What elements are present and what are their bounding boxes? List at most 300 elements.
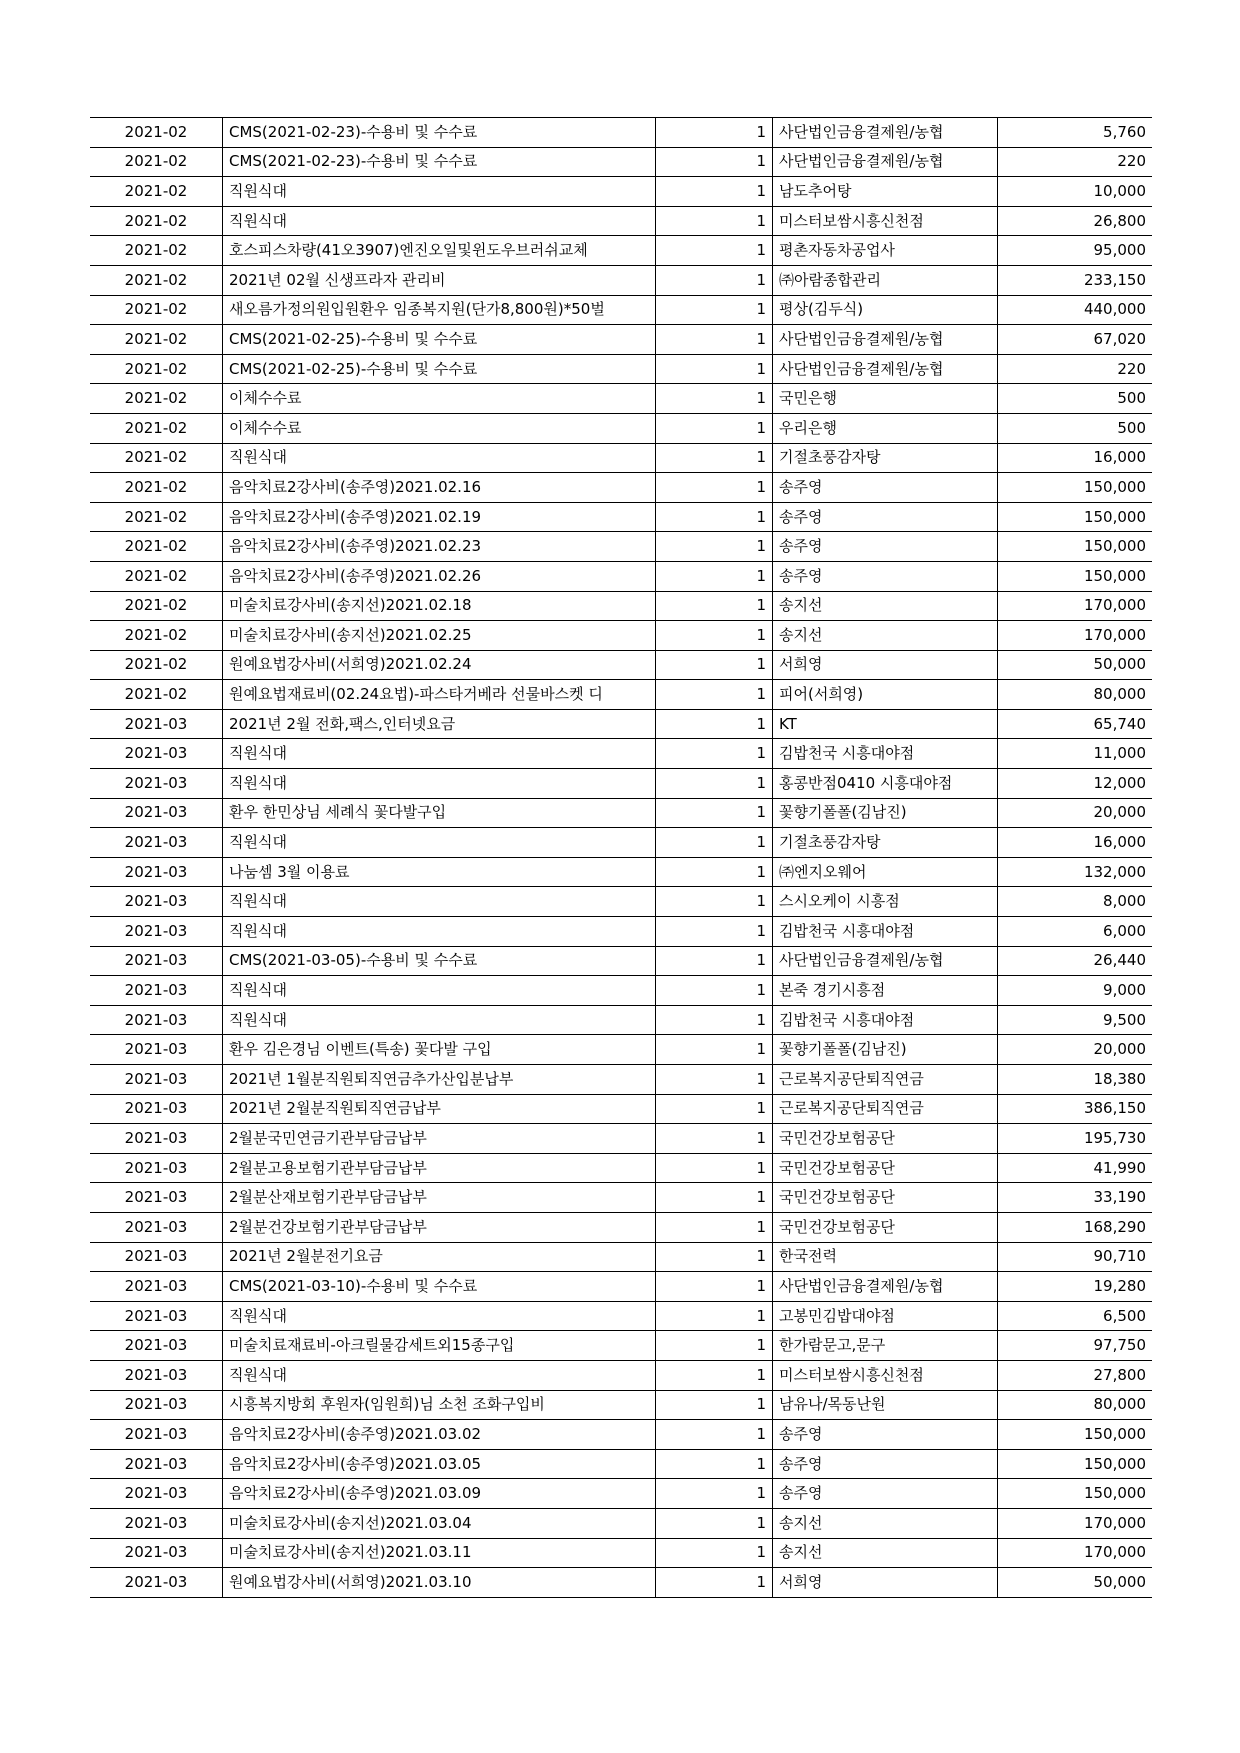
description-cell: 직원식대 xyxy=(223,887,656,917)
amount-cell: 16,000 xyxy=(998,828,1153,858)
table-row xyxy=(90,473,1152,503)
quantity-cell: 1 xyxy=(656,206,773,236)
vendor-cell: 기절초풍감자탕 xyxy=(773,828,998,858)
quantity-cell: 1 xyxy=(656,413,773,443)
quantity-cell: 1 xyxy=(656,1242,773,1272)
description-cell: CMS(2021-02-23)-수용비 및 수수료 xyxy=(223,147,656,177)
month-cell: 2021-02 xyxy=(90,384,223,414)
quantity-cell: 1 xyxy=(656,1420,773,1450)
vendor-cell: 사단법인금융결제원/농협 xyxy=(773,354,998,384)
description-cell: 직원식대 xyxy=(223,206,656,236)
vendor-cell: 사단법인금융결제원/농협 xyxy=(773,118,998,148)
vendor-cell: 송주영 xyxy=(773,561,998,591)
quantity-cell: 1 xyxy=(656,828,773,858)
vendor-cell: 근로복지공단퇴직연금 xyxy=(773,1065,998,1095)
amount-cell: 150,000 xyxy=(998,532,1153,562)
table-row xyxy=(90,1005,1152,1035)
quantity-cell: 1 xyxy=(656,1124,773,1154)
description-cell: 직원식대 xyxy=(223,1005,656,1035)
month-cell: 2021-03 xyxy=(90,1449,223,1479)
amount-cell: 50,000 xyxy=(998,1568,1153,1598)
month-cell: 2021-02 xyxy=(90,502,223,532)
quantity-cell: 1 xyxy=(656,1538,773,1568)
vendor-cell: 남유나/목동난원 xyxy=(773,1390,998,1420)
amount-cell: 500 xyxy=(998,413,1153,443)
quantity-cell: 1 xyxy=(656,1449,773,1479)
month-cell: 2021-03 xyxy=(90,709,223,739)
month-cell: 2021-02 xyxy=(90,295,223,325)
month-cell: 2021-02 xyxy=(90,680,223,710)
amount-cell: 20,000 xyxy=(998,798,1153,828)
vendor-cell: 근로복지공단퇴직연금 xyxy=(773,1094,998,1124)
quantity-cell: 1 xyxy=(656,680,773,710)
month-cell: 2021-02 xyxy=(90,177,223,207)
description-cell: 미술치료강사비(송지선)2021.02.25 xyxy=(223,621,656,651)
description-cell: 2021년 1월분직원퇴직연금추가산입분납부 xyxy=(223,1065,656,1095)
amount-cell: 168,290 xyxy=(998,1212,1153,1242)
quantity-cell: 1 xyxy=(656,236,773,266)
month-cell: 2021-03 xyxy=(90,1331,223,1361)
month-cell: 2021-03 xyxy=(90,1212,223,1242)
description-cell: 원예요법강사비(서희영)2021.03.10 xyxy=(223,1568,656,1598)
month-cell: 2021-02 xyxy=(90,621,223,651)
month-cell: 2021-02 xyxy=(90,650,223,680)
description-cell: CMS(2021-03-10)-수용비 및 수수료 xyxy=(223,1272,656,1302)
table-row xyxy=(90,1153,1152,1183)
vendor-cell: 김밥천국 시흥대야점 xyxy=(773,917,998,947)
amount-cell: 220 xyxy=(998,147,1153,177)
amount-cell: 170,000 xyxy=(998,1538,1153,1568)
month-cell: 2021-03 xyxy=(90,1272,223,1302)
vendor-cell: 송주영 xyxy=(773,502,998,532)
vendor-cell: 송지선 xyxy=(773,1508,998,1538)
quantity-cell: 1 xyxy=(656,265,773,295)
amount-cell: 11,000 xyxy=(998,739,1153,769)
quantity-cell: 1 xyxy=(656,1094,773,1124)
description-cell: 음악치료2강사비(송주영)2021.03.02 xyxy=(223,1420,656,1450)
quantity-cell: 1 xyxy=(656,798,773,828)
amount-cell: 500 xyxy=(998,384,1153,414)
month-cell: 2021-02 xyxy=(90,147,223,177)
amount-cell: 170,000 xyxy=(998,591,1153,621)
month-cell: 2021-03 xyxy=(90,1005,223,1035)
table-row xyxy=(90,1568,1152,1598)
month-cell: 2021-03 xyxy=(90,1242,223,1272)
amount-cell: 80,000 xyxy=(998,1390,1153,1420)
description-cell: 2021년 2월분전기요금 xyxy=(223,1242,656,1272)
quantity-cell: 1 xyxy=(656,1331,773,1361)
vendor-cell: 송주영 xyxy=(773,1420,998,1450)
month-cell: 2021-03 xyxy=(90,946,223,976)
amount-cell: 80,000 xyxy=(998,680,1153,710)
description-cell: 미술치료강사비(송지선)2021.03.04 xyxy=(223,1508,656,1538)
amount-cell: 26,440 xyxy=(998,946,1153,976)
amount-cell: 26,800 xyxy=(998,206,1153,236)
description-cell: 새오름가정의원입원환우 임종복지원(단가8,800원)*50벌 xyxy=(223,295,656,325)
month-cell: 2021-02 xyxy=(90,591,223,621)
quantity-cell: 1 xyxy=(656,325,773,355)
amount-cell: 150,000 xyxy=(998,1449,1153,1479)
description-cell: 직원식대 xyxy=(223,769,656,799)
quantity-cell: 1 xyxy=(656,1390,773,1420)
vendor-cell: 고봉민김밥대야점 xyxy=(773,1301,998,1331)
vendor-cell: 한국전력 xyxy=(773,1242,998,1272)
description-cell: 2월분국민연금기관부담금납부 xyxy=(223,1124,656,1154)
month-cell: 2021-03 xyxy=(90,739,223,769)
table-row xyxy=(90,1301,1152,1331)
table-row xyxy=(90,1449,1152,1479)
description-cell: 직원식대 xyxy=(223,976,656,1006)
month-cell: 2021-03 xyxy=(90,1094,223,1124)
table-row xyxy=(90,265,1152,295)
description-cell: 이체수수료 xyxy=(223,384,656,414)
month-cell: 2021-02 xyxy=(90,473,223,503)
table-row xyxy=(90,206,1152,236)
month-cell: 2021-03 xyxy=(90,917,223,947)
table-row xyxy=(90,1035,1152,1065)
quantity-cell: 1 xyxy=(656,621,773,651)
description-cell: 직원식대 xyxy=(223,739,656,769)
amount-cell: 95,000 xyxy=(998,236,1153,266)
quantity-cell: 1 xyxy=(656,1508,773,1538)
description-cell: 미술치료강사비(송지선)2021.02.18 xyxy=(223,591,656,621)
vendor-cell: 사단법인금융결제원/농협 xyxy=(773,325,998,355)
month-cell: 2021-03 xyxy=(90,1360,223,1390)
quantity-cell: 1 xyxy=(656,147,773,177)
quantity-cell: 1 xyxy=(656,976,773,1006)
vendor-cell: 평촌자동차공업사 xyxy=(773,236,998,266)
vendor-cell: 송주영 xyxy=(773,473,998,503)
amount-cell: 33,190 xyxy=(998,1183,1153,1213)
description-cell: 직원식대 xyxy=(223,443,656,473)
month-cell: 2021-03 xyxy=(90,1065,223,1095)
vendor-cell: 본죽 경기시흥점 xyxy=(773,976,998,1006)
month-cell: 2021-02 xyxy=(90,443,223,473)
vendor-cell: 사단법인금융결제원/농협 xyxy=(773,946,998,976)
amount-cell: 150,000 xyxy=(998,502,1153,532)
description-cell: 직원식대 xyxy=(223,828,656,858)
table-row xyxy=(90,1331,1152,1361)
table-row xyxy=(90,118,1152,148)
vendor-cell: 홍콩반점0410 시흥대야점 xyxy=(773,769,998,799)
month-cell: 2021-02 xyxy=(90,532,223,562)
table-row xyxy=(90,917,1152,947)
description-cell: CMS(2021-02-25)-수용비 및 수수료 xyxy=(223,354,656,384)
table-row xyxy=(90,502,1152,532)
month-cell: 2021-03 xyxy=(90,798,223,828)
amount-cell: 233,150 xyxy=(998,265,1153,295)
description-cell: 직원식대 xyxy=(223,1360,656,1390)
quantity-cell: 1 xyxy=(656,1153,773,1183)
ledger-body xyxy=(90,118,1152,1598)
table-row xyxy=(90,147,1152,177)
table-row xyxy=(90,857,1152,887)
table-row xyxy=(90,1124,1152,1154)
description-cell: 원예요법강사비(서희영)2021.02.24 xyxy=(223,650,656,680)
month-cell: 2021-02 xyxy=(90,206,223,236)
description-cell: 음악치료2강사비(송주영)2021.02.16 xyxy=(223,473,656,503)
month-cell: 2021-02 xyxy=(90,265,223,295)
table-row xyxy=(90,1360,1152,1390)
amount-cell: 150,000 xyxy=(998,1420,1153,1450)
description-cell: 2021년 2월분직원퇴직연금납부 xyxy=(223,1094,656,1124)
description-cell: CMS(2021-02-23)-수용비 및 수수료 xyxy=(223,118,656,148)
description-cell: 2월분건강보험기관부담금납부 xyxy=(223,1212,656,1242)
vendor-cell: 사단법인금융결제원/농협 xyxy=(773,1272,998,1302)
table-row xyxy=(90,1212,1152,1242)
vendor-cell: 국민은행 xyxy=(773,384,998,414)
table-row xyxy=(90,561,1152,591)
table-row xyxy=(90,177,1152,207)
table-row xyxy=(90,946,1152,976)
quantity-cell: 1 xyxy=(656,1212,773,1242)
description-cell: 원예요법재료비(02.24요법)-파스타거베라 선물바스켓 디 xyxy=(223,680,656,710)
description-cell: 직원식대 xyxy=(223,177,656,207)
amount-cell: 150,000 xyxy=(998,473,1153,503)
amount-cell: 9,500 xyxy=(998,1005,1153,1035)
month-cell: 2021-03 xyxy=(90,1035,223,1065)
quantity-cell: 1 xyxy=(656,1360,773,1390)
month-cell: 2021-02 xyxy=(90,413,223,443)
description-cell: CMS(2021-02-25)-수용비 및 수수료 xyxy=(223,325,656,355)
vendor-cell: 미스터보쌈시흥신천점 xyxy=(773,1360,998,1390)
month-cell: 2021-03 xyxy=(90,1508,223,1538)
vendor-cell: 미스터보쌈시흥신천점 xyxy=(773,206,998,236)
vendor-cell: 한가람문고,문구 xyxy=(773,1331,998,1361)
vendor-cell: 송주영 xyxy=(773,1479,998,1509)
vendor-cell: 서희영 xyxy=(773,650,998,680)
month-cell: 2021-03 xyxy=(90,769,223,799)
vendor-cell: 송지선 xyxy=(773,591,998,621)
table-row xyxy=(90,1094,1152,1124)
amount-cell: 50,000 xyxy=(998,650,1153,680)
table-row xyxy=(90,1390,1152,1420)
amount-cell: 19,280 xyxy=(998,1272,1153,1302)
month-cell: 2021-03 xyxy=(90,1420,223,1450)
table-row xyxy=(90,325,1152,355)
month-cell: 2021-03 xyxy=(90,828,223,858)
amount-cell: 9,000 xyxy=(998,976,1153,1006)
table-row xyxy=(90,384,1152,414)
table-row xyxy=(90,1183,1152,1213)
vendor-cell: 서희영 xyxy=(773,1568,998,1598)
description-cell: 음악치료2강사비(송주영)2021.02.23 xyxy=(223,532,656,562)
month-cell: 2021-03 xyxy=(90,887,223,917)
amount-cell: 65,740 xyxy=(998,709,1153,739)
table-row xyxy=(90,1272,1152,1302)
vendor-cell: 송주영 xyxy=(773,1449,998,1479)
vendor-cell: 우리은행 xyxy=(773,413,998,443)
quantity-cell: 1 xyxy=(656,1183,773,1213)
description-cell: 직원식대 xyxy=(223,917,656,947)
vendor-cell: 김밥천국 시흥대야점 xyxy=(773,739,998,769)
amount-cell: 386,150 xyxy=(998,1094,1153,1124)
month-cell: 2021-03 xyxy=(90,1153,223,1183)
amount-cell: 67,020 xyxy=(998,325,1153,355)
amount-cell: 195,730 xyxy=(998,1124,1153,1154)
description-cell: 이체수수료 xyxy=(223,413,656,443)
month-cell: 2021-02 xyxy=(90,325,223,355)
amount-cell: 8,000 xyxy=(998,887,1153,917)
amount-cell: 12,000 xyxy=(998,769,1153,799)
month-cell: 2021-03 xyxy=(90,1568,223,1598)
vendor-cell: 송지선 xyxy=(773,1538,998,1568)
quantity-cell: 1 xyxy=(656,177,773,207)
table-row xyxy=(90,709,1152,739)
table-row xyxy=(90,295,1152,325)
vendor-cell: 송지선 xyxy=(773,621,998,651)
amount-cell: 41,990 xyxy=(998,1153,1153,1183)
amount-cell: 170,000 xyxy=(998,1508,1153,1538)
quantity-cell: 1 xyxy=(656,709,773,739)
amount-cell: 440,000 xyxy=(998,295,1153,325)
quantity-cell: 1 xyxy=(656,1568,773,1598)
quantity-cell: 1 xyxy=(656,1005,773,1035)
description-cell: 2021년 2월 전화,팩스,인터넷요금 xyxy=(223,709,656,739)
month-cell: 2021-03 xyxy=(90,1124,223,1154)
amount-cell: 20,000 xyxy=(998,1035,1153,1065)
quantity-cell: 1 xyxy=(656,769,773,799)
amount-cell: 5,760 xyxy=(998,118,1153,148)
description-cell: 시흥복지방회 후원자(임원희)님 소천 조화구입비 xyxy=(223,1390,656,1420)
table-row xyxy=(90,443,1152,473)
table-row xyxy=(90,1242,1152,1272)
table-row xyxy=(90,650,1152,680)
description-cell: 음악치료2강사비(송주영)2021.02.19 xyxy=(223,502,656,532)
vendor-cell: 국민건강보험공단 xyxy=(773,1183,998,1213)
quantity-cell: 1 xyxy=(656,1065,773,1095)
month-cell: 2021-03 xyxy=(90,1301,223,1331)
quantity-cell: 1 xyxy=(656,591,773,621)
quantity-cell: 1 xyxy=(656,650,773,680)
table-row xyxy=(90,769,1152,799)
month-cell: 2021-03 xyxy=(90,976,223,1006)
quantity-cell: 1 xyxy=(656,295,773,325)
expense-ledger-table xyxy=(90,117,1152,1598)
vendor-cell: 사단법인금융결제원/농협 xyxy=(773,147,998,177)
quantity-cell: 1 xyxy=(656,354,773,384)
description-cell: 2월분산재보험기관부담금납부 xyxy=(223,1183,656,1213)
description-cell: 호스피스차량(41오3907)엔진오일및윈도우브러쉬교체 xyxy=(223,236,656,266)
table-row xyxy=(90,354,1152,384)
table-row xyxy=(90,976,1152,1006)
month-cell: 2021-03 xyxy=(90,1183,223,1213)
description-cell: 직원식대 xyxy=(223,1301,656,1331)
quantity-cell: 1 xyxy=(656,1301,773,1331)
table-row xyxy=(90,1508,1152,1538)
quantity-cell: 1 xyxy=(656,1479,773,1509)
amount-cell: 97,750 xyxy=(998,1331,1153,1361)
table-row xyxy=(90,739,1152,769)
vendor-cell: 피어(서희영) xyxy=(773,680,998,710)
amount-cell: 170,000 xyxy=(998,621,1153,651)
amount-cell: 90,710 xyxy=(998,1242,1153,1272)
description-cell: 나눔셈 3월 이용료 xyxy=(223,857,656,887)
quantity-cell: 1 xyxy=(656,946,773,976)
table-row xyxy=(90,680,1152,710)
quantity-cell: 1 xyxy=(656,502,773,532)
table-row xyxy=(90,1065,1152,1095)
month-cell: 2021-03 xyxy=(90,857,223,887)
vendor-cell: 남도추어탕 xyxy=(773,177,998,207)
amount-cell: 150,000 xyxy=(998,1479,1153,1509)
month-cell: 2021-02 xyxy=(90,561,223,591)
table-row xyxy=(90,1538,1152,1568)
vendor-cell: ㈜엔지오웨어 xyxy=(773,857,998,887)
quantity-cell: 1 xyxy=(656,1272,773,1302)
description-cell: CMS(2021-03-05)-수용비 및 수수료 xyxy=(223,946,656,976)
quantity-cell: 1 xyxy=(656,739,773,769)
description-cell: 미술치료강사비(송지선)2021.03.11 xyxy=(223,1538,656,1568)
description-cell: 미술치료재료비-아크릴물감세트외15종구입 xyxy=(223,1331,656,1361)
quantity-cell: 1 xyxy=(656,532,773,562)
description-cell: 음악치료2강사비(송주영)2021.03.05 xyxy=(223,1449,656,1479)
quantity-cell: 1 xyxy=(656,473,773,503)
quantity-cell: 1 xyxy=(656,443,773,473)
description-cell: 환우 한민상님 세례식 꽃다발구입 xyxy=(223,798,656,828)
quantity-cell: 1 xyxy=(656,384,773,414)
description-cell: 환우 김은경님 이벤트(특송) 꽃다발 구입 xyxy=(223,1035,656,1065)
table-row xyxy=(90,236,1152,266)
quantity-cell: 1 xyxy=(656,1035,773,1065)
description-cell: 음악치료2강사비(송주영)2021.02.26 xyxy=(223,561,656,591)
month-cell: 2021-02 xyxy=(90,354,223,384)
description-cell: 2021년 02월 신생프라자 관리비 xyxy=(223,265,656,295)
table-row xyxy=(90,591,1152,621)
vendor-cell: 꽃향기폴폴(김남진) xyxy=(773,1035,998,1065)
vendor-cell: KT xyxy=(773,709,998,739)
table-row xyxy=(90,798,1152,828)
vendor-cell: 국민건강보험공단 xyxy=(773,1124,998,1154)
description-cell: 음악치료2강사비(송주영)2021.03.09 xyxy=(223,1479,656,1509)
table-row xyxy=(90,413,1152,443)
vendor-cell: 기절초풍감자탕 xyxy=(773,443,998,473)
month-cell: 2021-03 xyxy=(90,1479,223,1509)
vendor-cell: 국민건강보험공단 xyxy=(773,1212,998,1242)
quantity-cell: 1 xyxy=(656,857,773,887)
vendor-cell: 국민건강보험공단 xyxy=(773,1153,998,1183)
vendor-cell: 스시오케이 시흥점 xyxy=(773,887,998,917)
quantity-cell: 1 xyxy=(656,917,773,947)
month-cell: 2021-02 xyxy=(90,236,223,266)
vendor-cell: 평상(김두식) xyxy=(773,295,998,325)
amount-cell: 10,000 xyxy=(998,177,1153,207)
amount-cell: 6,000 xyxy=(998,917,1153,947)
table-row xyxy=(90,532,1152,562)
month-cell: 2021-02 xyxy=(90,118,223,148)
amount-cell: 150,000 xyxy=(998,561,1153,591)
month-cell: 2021-03 xyxy=(90,1390,223,1420)
quantity-cell: 1 xyxy=(656,887,773,917)
vendor-cell: 꽃향기폴폴(김남진) xyxy=(773,798,998,828)
quantity-cell: 1 xyxy=(656,118,773,148)
vendor-cell: 송주영 xyxy=(773,532,998,562)
description-cell: 2월분고용보험기관부담금납부 xyxy=(223,1153,656,1183)
table-row xyxy=(90,1420,1152,1450)
month-cell: 2021-03 xyxy=(90,1538,223,1568)
table-row xyxy=(90,828,1152,858)
amount-cell: 16,000 xyxy=(998,443,1153,473)
vendor-cell: 김밥천국 시흥대야점 xyxy=(773,1005,998,1035)
table-row xyxy=(90,1479,1152,1509)
amount-cell: 132,000 xyxy=(998,857,1153,887)
quantity-cell: 1 xyxy=(656,561,773,591)
vendor-cell: ㈜아람종합관리 xyxy=(773,265,998,295)
table-row xyxy=(90,887,1152,917)
table-row xyxy=(90,621,1152,651)
amount-cell: 6,500 xyxy=(998,1301,1153,1331)
amount-cell: 27,800 xyxy=(998,1360,1153,1390)
